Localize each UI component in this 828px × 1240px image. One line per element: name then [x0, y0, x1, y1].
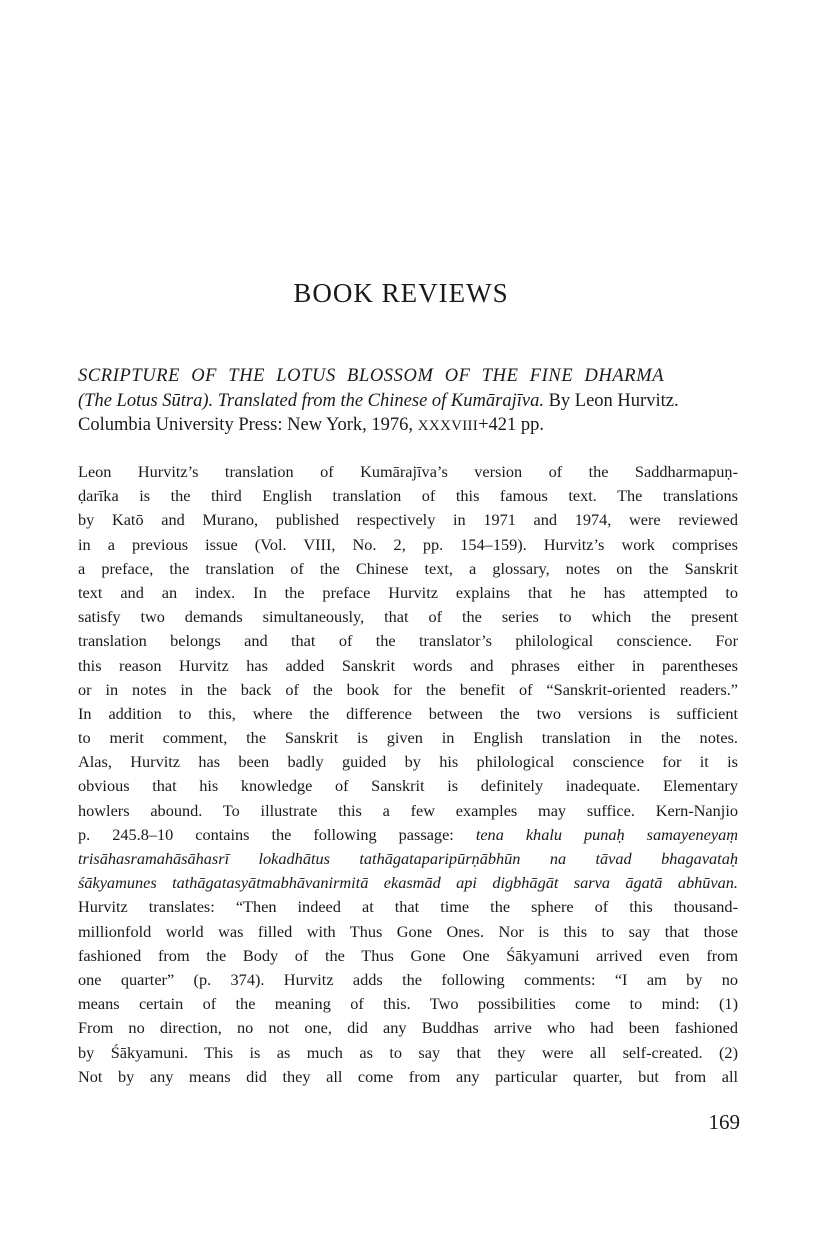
body-text-run: text and an index. In the preface Hurvitz explains that he has attempted to [78, 582, 738, 602]
body-text-run: or in notes in the back of the book for the benefit of “Sanskrit-oriented readers.” [78, 679, 738, 699]
book-title: SCRIPTURE OF THE LOTUS BLOSSOM OF THE FINE DHARMA [78, 366, 665, 386]
body-line [78, 920, 738, 944]
body-line [78, 799, 738, 823]
body-text-run: From no direction, no not one, did any Buddhas arrive who had been fashioned [78, 1018, 738, 1038]
body-line [78, 968, 738, 992]
book-subtitle-line [78, 389, 740, 414]
book-author: By Leon Hurvitz. [543, 390, 679, 411]
body-line [78, 750, 738, 774]
body-line [78, 726, 738, 750]
body-text-run: by Katō and Murano, published respectively in 1971 and 1974, were reviewed [78, 510, 738, 530]
body-text-run: to merit comment, the Sanskrit is given in English translation in the notes. [78, 728, 738, 748]
body-line [78, 992, 738, 1016]
body-line [78, 484, 738, 508]
body-line [78, 557, 738, 581]
page-count: +421 pp. [478, 415, 545, 435]
body-text-run: in a previous issue (Vol. VIII, No. 2, pp. 154–159). Hurvitz’s work comprises [78, 534, 738, 554]
body-text-run: p. 245.8–10 contains the following passage: [78, 824, 476, 844]
body-text-run: millionfold world was filled with Thus Gone Ones. Nor is this to say that those [78, 921, 738, 941]
page-count-roman: XXXVIII [417, 418, 479, 434]
body-line [78, 508, 738, 532]
body-line [78, 944, 738, 968]
body-text-run: translation belongs and that of the translator’s philological conscience. For [78, 631, 738, 651]
body-line [78, 654, 738, 678]
body-line [78, 702, 738, 726]
body-line [78, 581, 738, 605]
body-line [78, 774, 738, 798]
page-number: 169 [708, 1110, 740, 1134]
body-line [78, 460, 738, 484]
body-text-run: howlers abound. To illustrate this a few examples may suffice. Kern-Nanjio [78, 800, 738, 820]
review-body [78, 460, 738, 1089]
publisher: Columbia University Press: New York, 1976, [78, 415, 418, 435]
book-citation [78, 364, 740, 439]
body-text-run: this reason Hurvitz has added Sanskrit words and phrases either in parentheses [78, 655, 738, 675]
section-heading: BOOK REVIEWS [293, 278, 509, 308]
body-line [78, 629, 738, 653]
body-text-run: Alas, Hurvitz has been badly guided by his philological conscience for it is [78, 752, 738, 772]
body-line [78, 678, 738, 702]
body-text-run: fashioned from the Body of the Thus Gone One Śākyamuni arrived even from [78, 945, 738, 965]
publication-info [78, 413, 740, 439]
body-text-run: means certain of the meaning of this. Two possibilities come to mind: (1) [78, 994, 738, 1014]
body-text-run: Not by any means did they all come from any particular quarter, but from all [78, 1066, 738, 1086]
book-subtitle: (The Lotus Sūtra). Translated from the Chinese of Kumārajīva. [78, 390, 544, 411]
body-text-run: In addition to this, where the difference between the two versions is sufficient [78, 703, 738, 723]
body-line [78, 895, 738, 919]
body-text-run: ḍarīka is the third English translation of this famous text. The translations [78, 486, 738, 506]
body-line [78, 1065, 738, 1089]
body-text-run: a preface, the translation of the Chinese text, a glossary, notes on the Sanskrit [78, 558, 738, 578]
italic-text: trisāhasramahāsāhasrī lokadhātus tathāgataparipūrṇābhūn na tāvad bhagavataḥ [78, 849, 738, 868]
body-text-run: Leon Hurvitz’s translation of Kumārajīva’s version of the Saddharmapuṇ- [78, 462, 738, 481]
body-line [78, 847, 738, 871]
italic-text: tena khalu punaḥ samayeneyaṃ [475, 824, 738, 844]
body-line [78, 605, 738, 629]
body-text-run: satisfy two demands simultaneously, that of the series to which the present [78, 607, 738, 627]
body-text-run: obvious that his knowledge of Sanskrit is definitely inadequate. Elementary [78, 776, 738, 796]
body-text-run: one quarter” (p. 374). Hurvitz adds the following comments: “I am by no [78, 969, 738, 989]
body-text-run: by Śākyamuni. This is as much as to say that they were all self-created. (2) [78, 1042, 738, 1062]
italic-text: śākyamunes tathāgatasyātmabhāvanirmitā ekasmād api digbhāgāt sarva āgatā abhūvan. [78, 873, 738, 893]
body-line [78, 533, 738, 557]
body-text-run: Hurvitz translates: “Then indeed at that time the sphere of this thousand- [78, 897, 738, 917]
body-line [78, 871, 738, 895]
body-line [78, 823, 738, 847]
body-line [78, 1041, 738, 1065]
body-line [78, 1016, 738, 1040]
